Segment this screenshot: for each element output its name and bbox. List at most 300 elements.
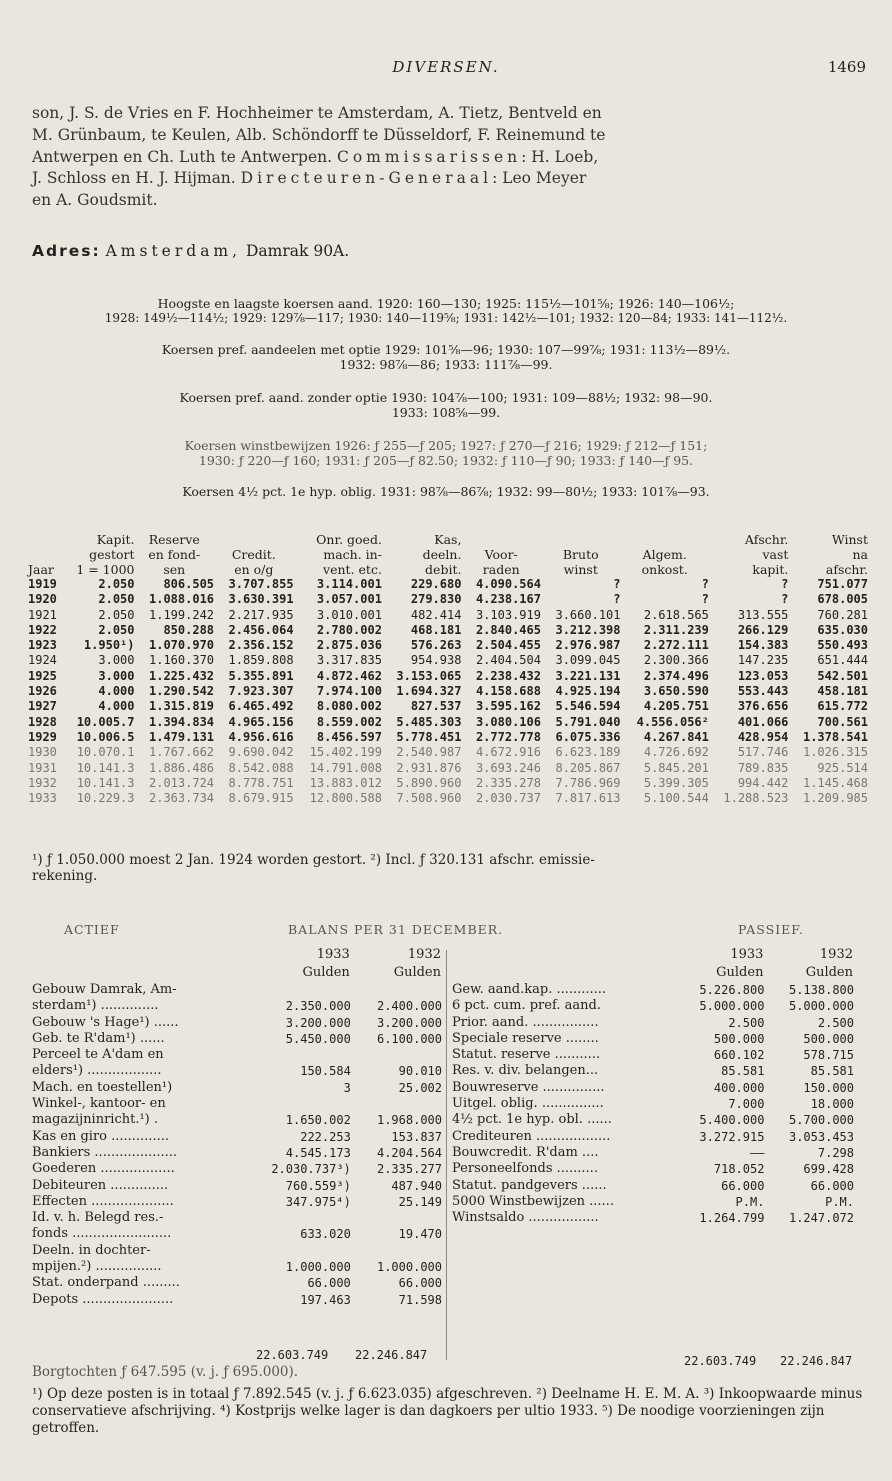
intro-line: en A. Goudsmit. <box>32 191 158 210</box>
table-cell: 5.778.451 <box>396 729 462 744</box>
table-cell: 4.965.156 <box>228 714 294 729</box>
balance-label: Uitgel. oblig. ............... <box>452 1096 604 1112</box>
table-cell: ? <box>701 577 709 591</box>
table-row <box>28 623 868 638</box>
address-line <box>32 242 349 260</box>
balance-value: 2.500 <box>728 1015 765 1030</box>
balance-value: 25.002 <box>398 1080 442 1095</box>
table-cell: 482.414 <box>410 607 462 622</box>
table-cell: 1.479.131 <box>149 729 215 744</box>
balance-value: 633.020 <box>300 1227 351 1242</box>
table-cell: 2.404.504 <box>475 653 541 668</box>
table-cell: 2.217.935 <box>228 607 294 622</box>
table-cell: 1.886.486 <box>149 760 215 775</box>
table-cell: 1.378.541 <box>802 729 868 744</box>
balance-row <box>32 1210 442 1226</box>
table-cell: 10.229.3 <box>76 791 135 806</box>
table-cell: 10.005.7 <box>76 714 135 729</box>
balance-row <box>32 1080 442 1096</box>
table-cell: 1923 <box>28 638 57 653</box>
column-header <box>214 532 294 547</box>
balance-row <box>32 1178 442 1194</box>
balance-row <box>32 1015 442 1031</box>
balance-label: magazijninricht.¹) . <box>32 1112 159 1128</box>
table-cell: 2.311.239 <box>643 622 709 637</box>
table-cell: 279.830 <box>410 592 462 607</box>
table-row <box>28 715 868 730</box>
balance-value: 85.581 <box>721 1064 765 1079</box>
balance-label: Bouwreserve ............... <box>452 1079 605 1095</box>
koers-winstbewijzen: Koersen winstbewijzen 1926: ƒ 255—ƒ 205; 1927: ƒ 270—ƒ 216; 1929: ƒ 212—ƒ 151; 1930: ƒ 220—ƒ 160; 1931: ƒ 205—ƒ 82.50; 1932: ƒ 110—ƒ 90; 1933: ƒ 140—ƒ 95. <box>184 438 708 468</box>
balance-footnotes: ¹) Op deze posten is in totaal ƒ 7.892.545 (v. j. ƒ 6.623.035) afgeschreven. ²) Deelname H. E. M. A. ³) Inkoopwaarde minus conservatieve afschrijving. ⁴) Kostprijs welke lager is dan dagkoers per ultio 1933. ⁵) De noodige voorzieningen zijn getroffen. <box>32 1386 863 1436</box>
balance-value: 18.000 <box>810 1097 854 1112</box>
balance-row <box>32 1275 442 1291</box>
balance-label: Mach. en toestellen¹) <box>32 1079 173 1095</box>
balance-value: 1.650.002 <box>285 1113 351 1128</box>
balance-row <box>452 1047 854 1063</box>
table-cell: ? <box>613 577 621 591</box>
table-cell: 3.010.001 <box>316 607 382 622</box>
table-cell: 428.954 <box>737 729 789 744</box>
balance-value: 347.975⁴) <box>285 1194 351 1209</box>
actief-table: 1933 1932 Gulden Gulden Gebouw Damrak, Am- sterdam¹) .............. 2.350.000 2.400.000 Gebouw 's Hage¹) ...... 3.200.000 3.200.000 Geb. te R'dam¹) ...... 5.450.000 6.100.000 Perceel te A'dam en elders¹) .................. 150.584 90.010 Mach. en toestellen¹) 3 25.002 Winkel-, kantoor- en magazijninricht.¹) . 1.650.002 1.968.000 Kas en giro .............. 222.253 153.837 Bankiers .................... 4.545.173 4.204.564 Goederen .................. 2.030.737³) 2.335.277 Debiteuren .............. 760.559³) 487.940 Effecten .................... 347.975⁴) 25.149 Id. v. h. Belegd res.- fonds ........................ 633.020 19.470 Deeln. in dochter- mpijen.²) ................ 1.000.000 1.000.000 Stat. onderpand ......... 66.000 66.000 Depots ...................... 197.463 71.598 <box>32 947 442 1307</box>
balance-row <box>32 1129 442 1145</box>
table-row <box>28 730 868 745</box>
balance-value <box>351 1047 442 1063</box>
balance-divider <box>446 950 447 1360</box>
column-header: afschr. <box>825 562 868 577</box>
balance-value <box>239 1047 350 1063</box>
balans-title: BALANS PER 31 DECEMBER. <box>288 922 504 937</box>
table-cell: 4.238.167 <box>475 592 541 607</box>
table-cell: 517.746 <box>737 745 789 760</box>
table-cell: 6.623.189 <box>555 745 621 760</box>
table-row <box>28 745 868 760</box>
table-cell: 4.956.616 <box>228 729 294 744</box>
balance-label: fonds ........................ <box>32 1226 172 1242</box>
balance-value <box>351 1243 442 1259</box>
table-cell: 10.141.3 <box>76 760 135 775</box>
table-cell: 542.501 <box>817 668 868 683</box>
table-cell: 266.129 <box>737 622 789 637</box>
table-cell: 3.317.835 <box>316 653 382 668</box>
balance-row <box>452 1210 854 1226</box>
table-cell: 2.618.565 <box>643 607 709 622</box>
table-cell: 615.772 <box>817 699 868 714</box>
table-cell: 4.556.056² <box>636 714 709 729</box>
table-cell: 1933 <box>28 791 57 806</box>
table-cell: 468.181 <box>410 622 462 637</box>
column-header <box>621 532 709 547</box>
actief-heading: ACTIEF <box>64 922 120 937</box>
table-cell: 1920 <box>28 592 57 607</box>
balance-value: 3.053.453 <box>788 1129 854 1144</box>
page-number: 1469 <box>827 58 866 76</box>
balance-value: 66.000 <box>398 1276 442 1291</box>
table-cell: 3.595.162 <box>475 699 541 714</box>
balance-value: 4.545.173 <box>285 1145 351 1160</box>
balance-row <box>452 1129 854 1145</box>
balance-label: Depots ...................... <box>32 1291 174 1307</box>
balance-value: 699.428 <box>803 1162 854 1177</box>
column-header: 1 = 1000 <box>76 562 135 577</box>
table-footnote: ¹) ƒ 1.050.000 moest 2 Jan. 1924 worden gestort. ²) Incl. ƒ 320.131 afschr. emissie- rekening. <box>32 852 595 884</box>
table-cell: 4.726.692 <box>643 745 709 760</box>
table-cell: 147.235 <box>737 653 789 668</box>
table-cell: 5.355.891 <box>228 668 294 683</box>
running-title: DIVERSEN. <box>392 58 500 76</box>
balance-value: 90.010 <box>398 1064 442 1079</box>
balance-row <box>32 1226 442 1242</box>
table-cell: 2.875.036 <box>316 638 382 653</box>
koers-pref-met-optie: Koersen pref. aandeelen met optie 1929: 101⅝—96; 1930: 107—99⅞; 1931: 113½—89½. 1932: 98⅞—86; 1933: 111⅞—99. <box>161 342 731 372</box>
column-header: kapit. <box>752 562 789 577</box>
table-cell: 550.493 <box>817 638 868 653</box>
table-cell: 3.660.101 <box>555 607 621 622</box>
table-cell: ? <box>781 577 789 591</box>
balance-label: Winstsaldo ................. <box>452 1210 599 1226</box>
balance-label: Crediteuren .................. <box>452 1128 611 1144</box>
table-cell: 1928 <box>28 714 57 729</box>
balance-value: 5.700.000 <box>788 1113 854 1128</box>
table-cell: 2.050 <box>98 622 135 637</box>
table-cell: 576.263 <box>410 638 462 653</box>
balance-value: 150.584 <box>300 1064 351 1079</box>
column-header: sen <box>163 562 186 577</box>
balance-value: 66.000 <box>810 1178 854 1193</box>
table-cell: 1922 <box>28 622 57 637</box>
table-cell: 8.559.002 <box>316 714 382 729</box>
balance-label: Kas en giro .............. <box>32 1128 169 1144</box>
column-header: debit. <box>425 562 462 577</box>
intro-line: J. Schloss en H. J. Hijman. Directeuren-Generaal: Leo Meyer <box>32 169 587 188</box>
column-header: mach. in- <box>323 547 382 562</box>
balance-row <box>452 1161 854 1177</box>
table-cell: 2.840.465 <box>475 622 541 637</box>
balance-value: 7.000 <box>728 1097 765 1112</box>
address-city: Amsterdam, <box>105 242 242 260</box>
table-cell: 925.514 <box>817 760 868 775</box>
balance-label: Statut. reserve ........... <box>452 1047 601 1063</box>
balance-value <box>351 1210 442 1226</box>
balance-value: 1.264.799 <box>699 1211 765 1226</box>
balance-value: 1.968.000 <box>376 1113 442 1128</box>
table-cell: 1919 <box>28 577 57 591</box>
balance-value: 500.000 <box>803 1031 854 1046</box>
passief-total-1933: 22.603.749 <box>684 1354 757 1368</box>
table-cell: 2.238.432 <box>475 668 541 683</box>
table-cell: 6.075.336 <box>555 729 621 744</box>
balance-value: 197.463 <box>300 1292 351 1307</box>
balance-row <box>32 998 442 1014</box>
table-cell: 2.374.496 <box>643 668 709 683</box>
table-cell: 401.066 <box>737 714 789 729</box>
balance-label: Bouwcredit. R'dam .... <box>452 1144 599 1160</box>
balance-label: Id. v. h. Belegd res.- <box>32 1210 164 1226</box>
table-cell: 9.690.042 <box>228 745 294 760</box>
table-cell: 1.160.370 <box>149 653 215 668</box>
actief-total-1933: 22.603.749 <box>256 1348 329 1362</box>
balance-value: 5.400.000 <box>699 1113 765 1128</box>
balance-value: 2.030.737³) <box>271 1162 351 1177</box>
table-cell: 1930 <box>28 745 57 760</box>
column-header: Jaar <box>28 562 54 577</box>
balance-value: 1.000.000 <box>285 1260 351 1275</box>
balance-label: Stat. onderpand ......... <box>32 1275 180 1291</box>
table-cell: 8.679.915 <box>228 791 294 806</box>
balance-value: 2.350.000 <box>285 999 351 1014</box>
table-cell: 376.656 <box>737 699 789 714</box>
table-cell: 2.272.111 <box>643 638 709 653</box>
balance-value: 6.100.000 <box>376 1031 442 1046</box>
table-cell: 1.088.016 <box>149 592 215 607</box>
column-header: Kapit. <box>96 532 135 547</box>
balance-label: Debiteuren .............. <box>32 1177 169 1193</box>
table-cell: 4.000 <box>98 699 135 714</box>
table-cell: 313.555 <box>737 607 789 622</box>
table-cell: 1.694.327 <box>396 684 462 699</box>
balance-row <box>32 1145 442 1161</box>
column-header: vent. etc. <box>323 562 382 577</box>
balance-value: 5.000.000 <box>699 999 765 1014</box>
table-cell: 2.356.152 <box>228 638 294 653</box>
table-cell: 4.672.916 <box>475 745 541 760</box>
balance-row <box>32 1047 442 1063</box>
table-cell: 1.026.315 <box>802 745 868 760</box>
table-row <box>28 592 868 607</box>
table-cell: 6.465.492 <box>228 699 294 714</box>
balance-label: Gebouw 's Hage¹) ...... <box>32 1014 179 1030</box>
balance-label: Winkel-, kantoor- en <box>32 1096 166 1112</box>
table-cell: 806.505 <box>163 577 215 591</box>
balance-row <box>32 1292 442 1308</box>
table-cell: 12.800.588 <box>309 791 382 806</box>
balance-value: 153.837 <box>391 1129 442 1144</box>
balance-row <box>452 1096 854 1112</box>
table-cell: 10.006.5 <box>76 729 135 744</box>
balance-label: Geb. te R'dam¹) ...... <box>32 1030 165 1046</box>
balance-value: P.M. <box>735 1194 765 1209</box>
balance-label: Res. v. div. belangen... <box>452 1063 599 1079</box>
table-cell: 2.780.002 <box>316 622 382 637</box>
column-header: Reserve <box>148 532 200 547</box>
balance-row <box>32 1161 442 1177</box>
balance-row <box>452 1080 854 1096</box>
balance-value <box>351 1096 442 1112</box>
table-cell: 3.103.919 <box>475 607 541 622</box>
table-cell: 2.050 <box>98 607 135 622</box>
table-cell: 2.540.987 <box>396 745 462 760</box>
table-cell: 15.402.199 <box>309 745 382 760</box>
table-cell: 154.383 <box>737 638 789 653</box>
passief-table: 1933 1932 Gulden Gulden Gew. aand.kap. ............ 5.226.800 5.138.800 6 pct. cum. pref. aand. 5.000.000 5.000.000 Prior. aand. ................ 2.500 2.500 Speciale reserve ........ 500.000 500.000 Statut. reserve ........... 660.102 578.715 Res. v. div. belangen... 85.581 85.581 Bouwreserve ............... 400.000 150.000 Uitgel. oblig. ............... 7.000 18.000 4½ pct. 1e hyp. obl. ...... 5.400.000 5.700.000 Crediteuren .................. 3.272.915 3.053.453 Bouwcredit. R'dam .... —— 7.298 Personeelfonds .......... 718.052 699.428 Statut. pandgevers ...... 66.000 66.000 5000 Winstbewijzen ...... P.M. P.M. Winstsaldo ................. 1.264.799 1.247.072 <box>452 947 854 1226</box>
column-header: deeln. <box>422 547 462 562</box>
balance-value: 3.272.915 <box>699 1129 765 1144</box>
table-cell: ? <box>701 592 709 607</box>
balance-label: Goederen .................. <box>32 1161 175 1177</box>
column-header <box>461 532 541 547</box>
column-header: winst <box>563 562 598 577</box>
table-cell: 1.288.523 <box>723 791 789 806</box>
table-cell: 1931 <box>28 760 57 775</box>
balance-value: 2.500 <box>817 1015 854 1030</box>
column-header: Onr. goed. <box>316 532 382 547</box>
table-cell: 4.000 <box>98 684 135 699</box>
balance-value: 660.102 <box>713 1048 765 1063</box>
table-cell: 2.050 <box>98 592 135 607</box>
financial-history-table <box>28 532 868 806</box>
table-cell: 1926 <box>28 684 57 699</box>
balance-value: 2.335.277 <box>376 1162 442 1177</box>
table-cell: 2.456.064 <box>228 622 294 637</box>
table-cell: 2.335.278 <box>475 775 541 790</box>
balance-row <box>32 982 442 998</box>
balance-row <box>452 1145 854 1161</box>
balance-label: Effecten .................... <box>32 1193 174 1209</box>
table-cell: 4.205.751 <box>643 699 709 714</box>
column-header: Credit. <box>231 547 276 562</box>
table-cell: 789.835 <box>737 760 789 775</box>
table-cell: 123.053 <box>737 668 789 683</box>
balance-label: 6 pct. cum. pref. aand. <box>452 998 601 1014</box>
table-cell: 1.209.985 <box>802 791 868 806</box>
balance-value: 19.470 <box>398 1227 442 1242</box>
column-header <box>28 547 63 562</box>
table-cell: 1.225.432 <box>149 668 215 683</box>
table-cell: 2.013.724 <box>149 775 215 790</box>
balance-value: 66.000 <box>307 1276 351 1291</box>
balance-value: 5.000.000 <box>788 999 854 1014</box>
table-cell: 1925 <box>28 668 57 683</box>
table-row <box>28 699 868 714</box>
balance-value: 578.715 <box>803 1048 854 1063</box>
table-header-row <box>28 532 868 547</box>
table-cell: 7.508.960 <box>396 791 462 806</box>
table-row <box>28 638 868 653</box>
table-cell: 3.693.246 <box>475 760 541 775</box>
balance-row <box>452 1112 854 1128</box>
table-cell: 760.281 <box>817 607 868 622</box>
balance-value: 3.200.000 <box>285 1015 351 1030</box>
column-header: raden <box>482 562 520 577</box>
column-header: Voor- <box>484 547 518 562</box>
table-cell: 1924 <box>28 653 57 668</box>
table-cell: 10.070.1 <box>76 745 135 760</box>
table-cell: 8.205.867 <box>555 760 621 775</box>
table-cell: 5.546.594 <box>555 699 621 714</box>
balance-label: sterdam¹) .............. <box>32 998 159 1014</box>
balance-value: 718.052 <box>713 1162 765 1177</box>
table-cell: 1932 <box>28 775 57 790</box>
actief-total-1932: 22.246.847 <box>355 1348 428 1362</box>
table-cell: 8.456.597 <box>316 729 382 744</box>
balance-label: elders¹) .................. <box>32 1063 162 1079</box>
table-cell: 651.444 <box>817 653 868 668</box>
table-cell: 827.537 <box>410 699 462 714</box>
table-cell: 5.791.040 <box>555 714 621 729</box>
table-cell: 1929 <box>28 729 57 744</box>
table-cell: 3.057.001 <box>316 592 382 607</box>
table-cell: 13.883.012 <box>309 775 382 790</box>
balance-value <box>351 982 442 998</box>
address-label: Adres: <box>32 242 101 260</box>
balance-value: 7.298 <box>817 1145 854 1160</box>
table-cell: 678.005 <box>817 592 868 607</box>
table-row <box>28 653 868 668</box>
table-cell: 4.925.194 <box>555 684 621 699</box>
balance-row <box>32 1063 442 1079</box>
table-cell: 14.791.008 <box>309 760 382 775</box>
table-cell: 1.859.808 <box>228 653 294 668</box>
column-header: en o/g <box>234 562 274 577</box>
table-cell: 954.938 <box>410 653 462 668</box>
table-cell: 4.267.841 <box>643 729 709 744</box>
table-cell: 5.845.201 <box>643 760 709 775</box>
table-cell: 2.772.778 <box>475 729 541 744</box>
balance-value: 500.000 <box>713 1031 765 1046</box>
balance-value: 66.000 <box>721 1178 765 1193</box>
balance-row <box>32 1031 442 1047</box>
table-cell: 5.100.544 <box>643 791 709 806</box>
balance-value: 4.204.564 <box>376 1145 442 1160</box>
balance-label: Gebouw Damrak, Am- <box>32 982 177 997</box>
table-cell: 700.561 <box>817 714 868 729</box>
balance-row <box>452 1063 854 1079</box>
table-cell: 8.778.751 <box>228 775 294 790</box>
column-header: en fond- <box>148 547 201 562</box>
table-cell: 994.442 <box>737 775 789 790</box>
table-cell: 1.145.468 <box>802 775 868 790</box>
table-cell: 3.212.398 <box>555 622 621 637</box>
koers-pref-zonder-optie: Koersen pref. aand. zonder optie 1930: 104⅞—100; 1931: 109—88½; 1932: 98—90. 1933: 108⅝—99. <box>179 390 713 420</box>
balance-value: 760.559³) <box>285 1178 351 1193</box>
balance-label: Deeln. in dochter- <box>32 1242 151 1258</box>
balance-value: P.M. <box>825 1194 854 1209</box>
table-header-row <box>28 547 868 562</box>
balance-value: 1.000.000 <box>376 1260 442 1275</box>
balance-value <box>239 1210 350 1226</box>
table-cell: 7.923.307 <box>228 684 294 699</box>
balance-value: 85.581 <box>810 1064 854 1079</box>
table-cell: 635.030 <box>817 622 868 637</box>
balance-label: Speciale reserve ........ <box>452 1030 599 1046</box>
table-cell: 7.786.969 <box>555 775 621 790</box>
table-cell: 3.153.065 <box>396 668 462 683</box>
table-row <box>28 684 868 699</box>
column-header: Winst <box>831 532 868 547</box>
table-cell: 3.114.001 <box>316 577 382 591</box>
balance-value <box>239 1243 350 1259</box>
table-cell: 2.050 <box>98 577 135 591</box>
table-row <box>28 761 868 776</box>
intro-line: son, J. S. de Vries en F. Hochheimer te Amsterdam, A. Tietz, Bentveld en <box>32 104 602 122</box>
balance-row <box>452 998 854 1014</box>
table-cell: 1.199.242 <box>149 607 215 622</box>
table-cell: 4.090.564 <box>475 577 541 591</box>
column-header: Bruto <box>562 547 599 562</box>
table-cell: 7.974.100 <box>316 684 382 699</box>
table-header-row <box>28 562 868 577</box>
table-cell: 1921 <box>28 607 57 622</box>
table-cell: 2.363.734 <box>149 791 215 806</box>
balance-value <box>239 982 350 998</box>
koers-hyp-oblig: Koersen 4½ pct. 1e hyp. oblig. 1931: 98⅞—86⅞; 1932: 99—80½; 1933: 101⅞—93. <box>182 484 710 499</box>
borgtochten-note: Borgtochten ƒ 647.595 (v. j. ƒ 695.000). <box>32 1364 299 1380</box>
balance-value: 150.000 <box>803 1080 854 1095</box>
column-header: Kas, <box>434 532 462 547</box>
column-header <box>28 532 63 547</box>
table-cell: 7.817.613 <box>555 791 621 806</box>
